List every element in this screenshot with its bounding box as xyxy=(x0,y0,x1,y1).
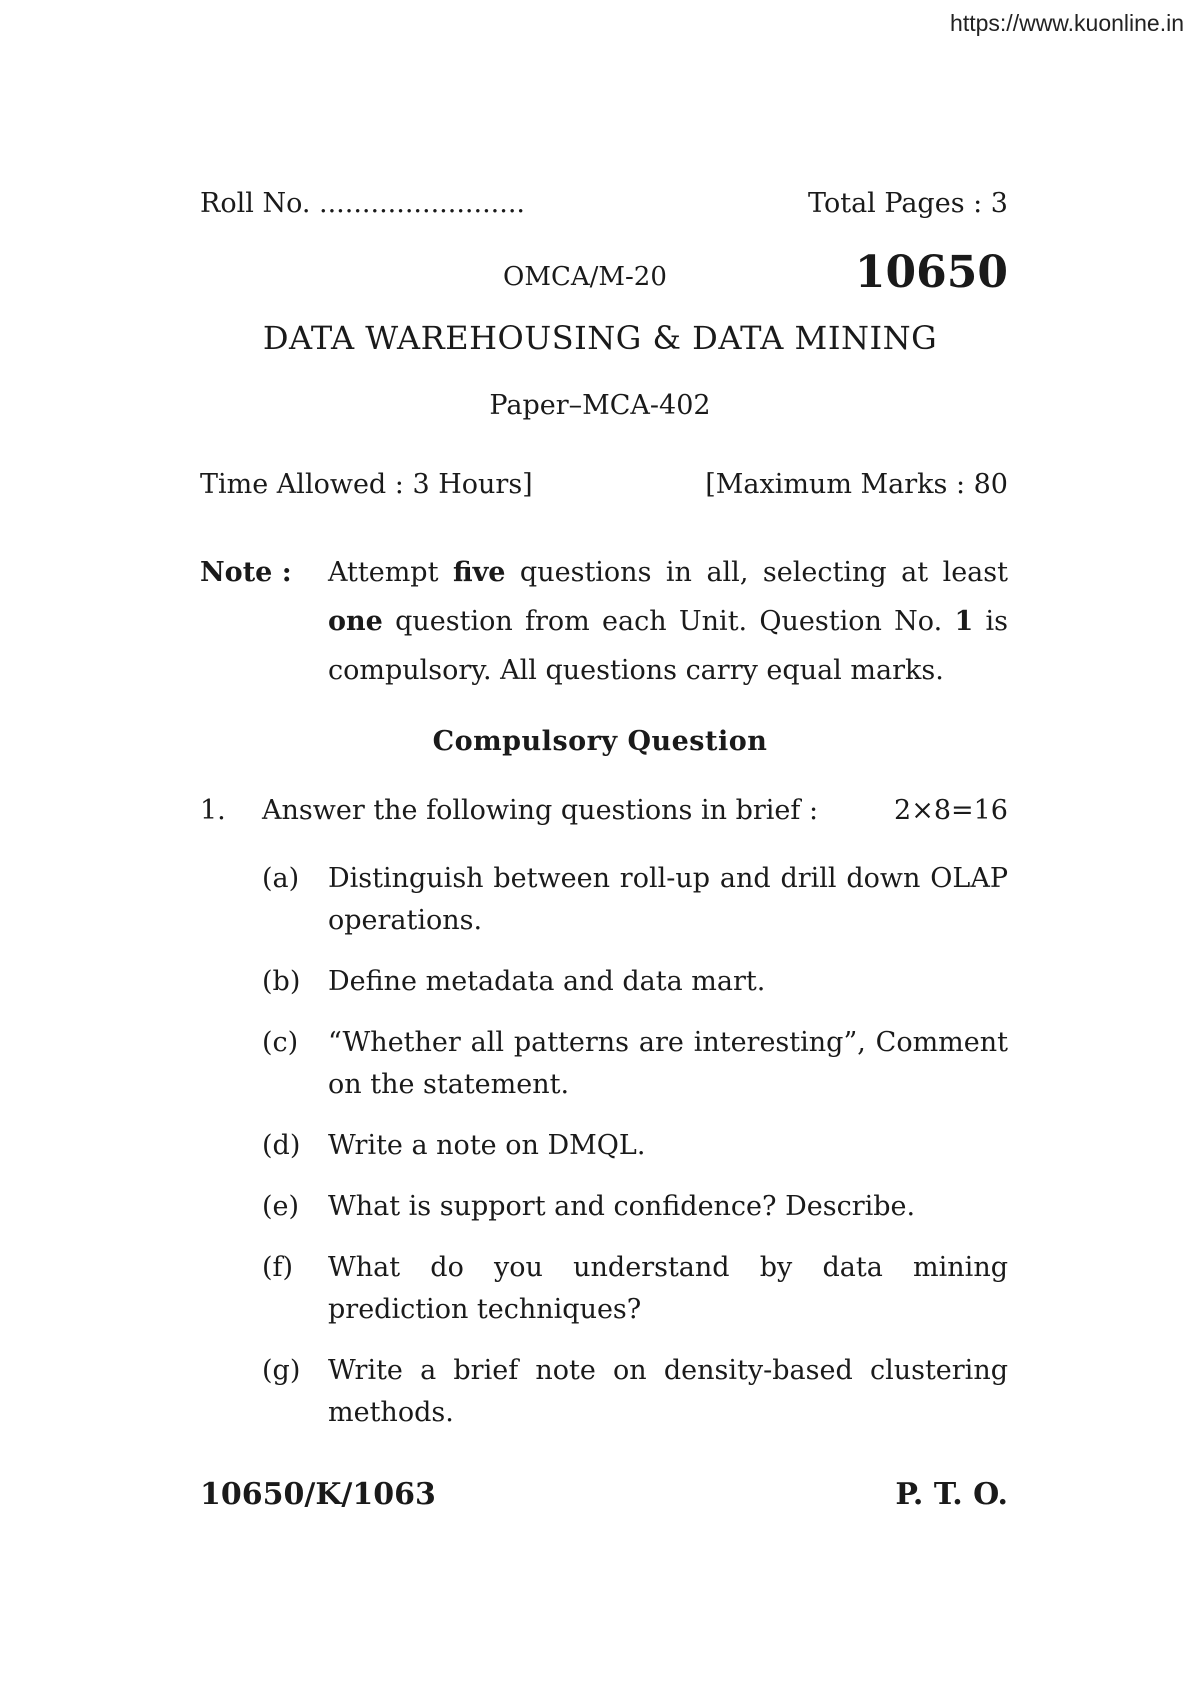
list-item xyxy=(262,961,1008,1003)
item-text: Write a note on DMQL. xyxy=(328,1130,646,1161)
list-item xyxy=(262,1022,1008,1106)
note-text xyxy=(328,548,1008,695)
note-label: Note : xyxy=(200,557,292,588)
page-footer xyxy=(200,1477,1008,1512)
paper-code: OMCA/M-20 xyxy=(503,262,667,292)
maximum-marks: [Maximum Marks : 80 xyxy=(705,469,1008,500)
list-item xyxy=(262,1247,1008,1331)
item-text: Write a brief note on density-based clustering methods. xyxy=(328,1355,1008,1428)
item-label: (g) xyxy=(262,1355,301,1386)
note-part-4: is compulsory. All questions carry equal marks. xyxy=(328,606,1009,686)
question-marks: 2×8=16 xyxy=(894,795,1008,826)
list-item xyxy=(262,858,1008,942)
question-number: 1. xyxy=(200,795,226,826)
item-label: (b) xyxy=(262,966,301,997)
roll-no: Roll No. ........................ xyxy=(200,188,525,219)
item-text: Define metadata and data mart. xyxy=(328,966,766,997)
item-text: What do you understand by data mining prediction techniques? xyxy=(328,1252,1008,1325)
item-label: (d) xyxy=(262,1130,301,1161)
list-item xyxy=(262,1125,1008,1167)
item-text: Distinguish between roll-up and drill down OLAP operations. xyxy=(328,863,1008,936)
question-items xyxy=(262,858,1008,1453)
question-1 xyxy=(200,795,1008,826)
list-item xyxy=(262,1350,1008,1434)
note-part-1: Attempt xyxy=(328,557,453,588)
header-top-row xyxy=(200,188,1008,219)
note-part-2: questions in all, selecting at least xyxy=(505,557,1008,588)
footer-pto: P. T. O. xyxy=(895,1477,1008,1512)
time-marks-row xyxy=(200,469,1008,500)
note-block xyxy=(200,548,1008,695)
watermark-url: https://www.kuonline.in xyxy=(950,10,1184,36)
list-item xyxy=(262,1186,1008,1228)
paper-title: DATA WAREHOUSING & DATA MINING xyxy=(262,319,938,357)
note-bold-1: 1 xyxy=(954,606,974,637)
section-title: Compulsory Question xyxy=(432,726,768,757)
paper-subtitle: Paper–MCA-402 xyxy=(489,390,711,421)
question-text: Answer the following questions in brief : xyxy=(262,795,819,826)
note-bold-five: five xyxy=(452,557,506,588)
time-allowed: Time Allowed : 3 Hours] xyxy=(200,469,533,500)
item-text: What is support and confidence? Describe. xyxy=(328,1191,916,1222)
item-text: “Whether all patterns are interesting”, Comment on the statement. xyxy=(328,1027,1008,1100)
paper-number: 10650 xyxy=(854,247,1008,298)
item-label: (f) xyxy=(262,1252,294,1283)
item-label: (e) xyxy=(262,1191,300,1222)
footer-code: 10650/K/1063 xyxy=(200,1477,436,1512)
item-label: (c) xyxy=(262,1027,299,1058)
total-pages: Total Pages : 3 xyxy=(808,188,1008,219)
note-part-3: question from each Unit. Question No. xyxy=(382,606,955,637)
item-label: (a) xyxy=(262,863,300,894)
note-bold-one: one xyxy=(328,606,383,637)
